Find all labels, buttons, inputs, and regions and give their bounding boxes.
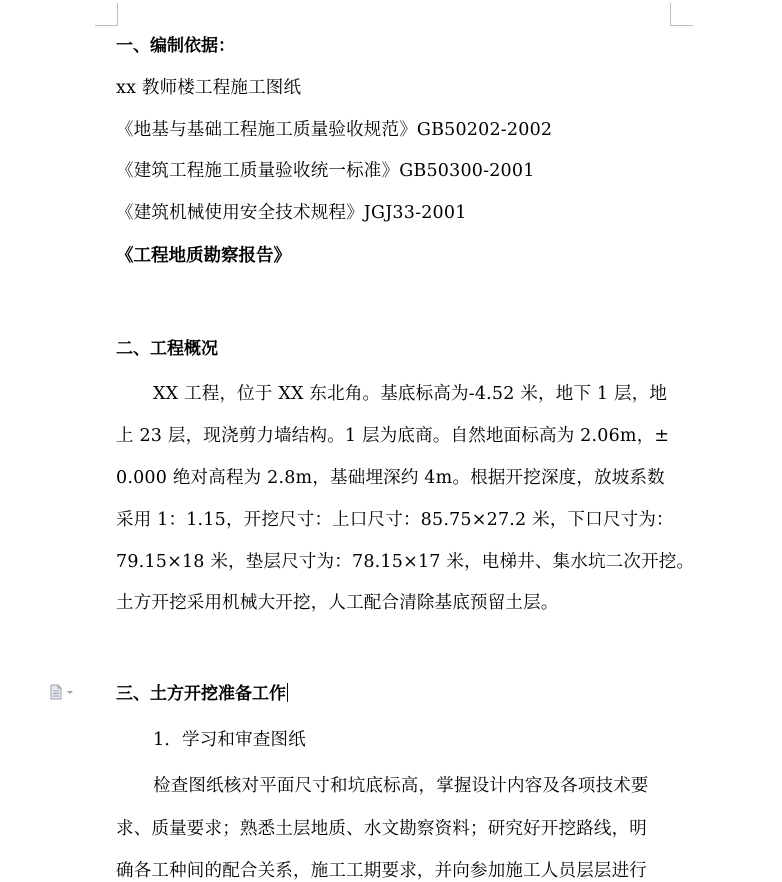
page-corner-mark-left: [95, 3, 118, 26]
reference-item: 《地基与基础工程施工质量验收规范》GB50202-2002: [116, 120, 553, 140]
section-heading-basis: 一、编制依据：: [116, 36, 235, 56]
reference-item: 《建筑工程施工质量验收统一标准》GB50300-2001: [116, 161, 535, 181]
text-cursor: [287, 683, 288, 702]
section-heading-preparation-text: 三、土方开挖准备工作: [116, 684, 286, 704]
reference-item: 《建筑机械使用安全技术规程》JGJ33-2001: [116, 203, 467, 223]
section-heading-overview: 二、工程概况: [116, 339, 218, 359]
document-icon[interactable]: [48, 684, 76, 700]
reference-item: 《工程地质勘察报告》: [116, 246, 291, 266]
overview-line: 采用 1：1.15，开挖尺寸：上口尺寸：85.75×27.2 米，下口尺寸为：: [116, 510, 674, 530]
overview-line: 土方开挖采用机械大开挖，人工配合清除基底预留土层。: [116, 593, 559, 613]
overview-line: 0.000 绝对高程为 2.8m，基础埋深约 4m。根据开挖深度，放坡系数: [116, 468, 665, 488]
preparation-line: 检查图纸核对平面尺寸和坑底标高，掌握设计内容及各项技术要: [153, 776, 649, 796]
reference-item: xx 教师楼工程施工图纸: [116, 78, 302, 98]
page-corner-mark-right: [670, 3, 693, 26]
section-heading-preparation: [116, 683, 288, 705]
preparation-line: 求、质量要求；熟悉土层地质、水文勘察资料；研究好开挖路线，明: [116, 819, 647, 839]
overview-line: 上 23 层，现浇剪力墙结构。1 层为底商。自然地面标高为 2.06m，±: [116, 426, 670, 446]
subheading-review-drawings: 1．学习和审查图纸: [153, 730, 306, 750]
overview-line: 79.15×18 米，垫层尺寸为：78.15×17 米，电梯井、集水坑二次开挖。: [116, 552, 695, 572]
overview-line: XX 工程，位于 XX 东北角。基底标高为-4.52 米，地下 1 层，地: [153, 384, 668, 404]
preparation-line: 确各工种间的配合关系，施工工期要求，并向参加施工人员层层进行: [116, 861, 647, 881]
